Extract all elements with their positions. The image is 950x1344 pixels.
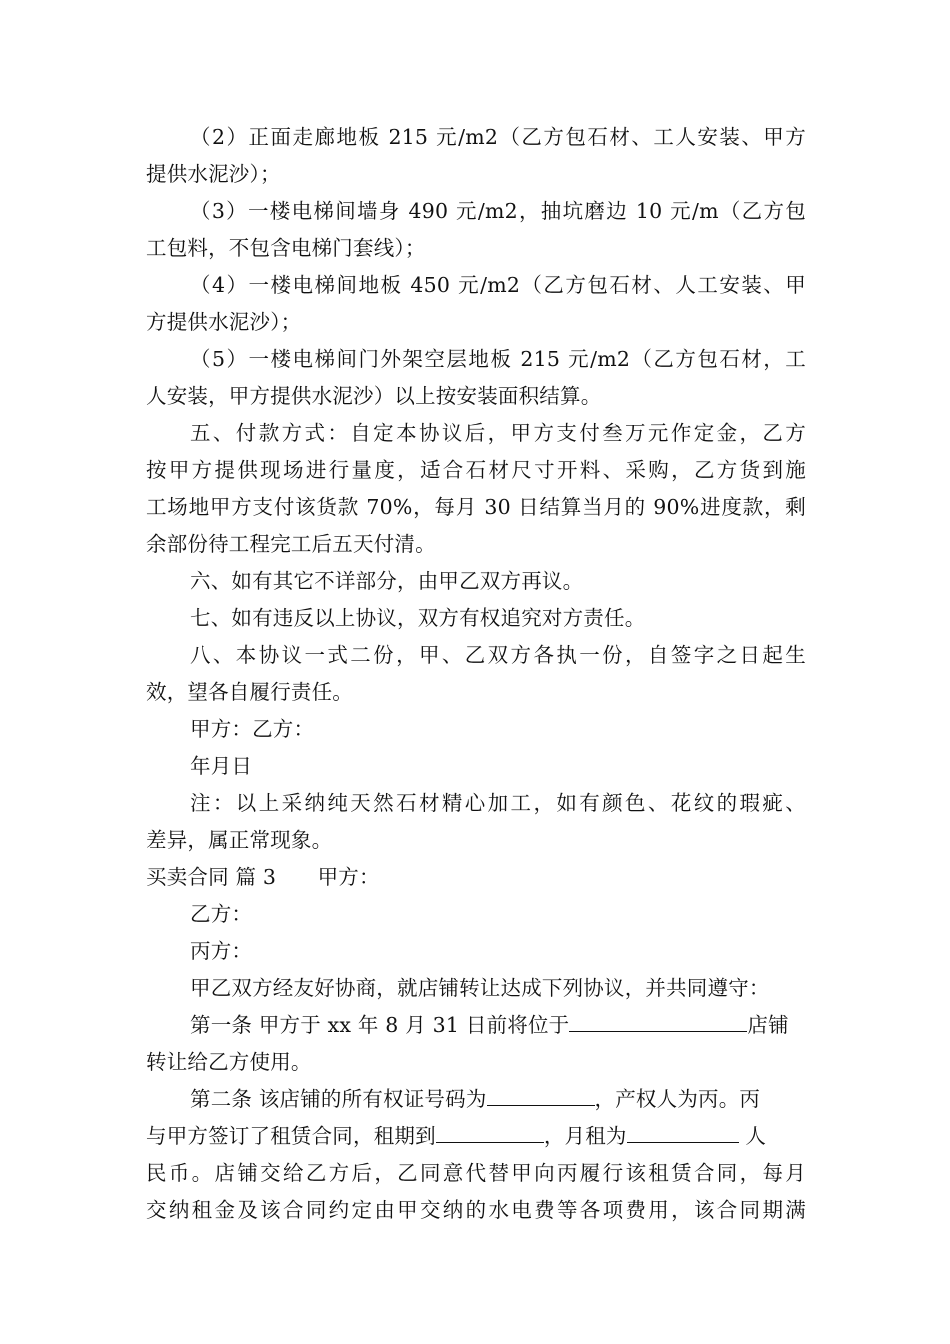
rent-currency-text: 人 [738, 1124, 767, 1148]
item-5-line-2: 人安装，甲方提供水泥沙）以上按安装面积结算。 [146, 384, 602, 408]
agreement-intro: 甲乙双方经友好协商，就店铺转让达成下列协议，并共同遵守： [190, 976, 770, 1000]
item-3-line-2: 工包料，不包含电梯门套线）； [146, 236, 426, 260]
contract-3-heading: 买卖合同 篇 3 甲方： [146, 865, 380, 889]
signature-parties: 甲方：乙方： [190, 717, 315, 741]
clause-seven: 七、如有违反以上协议，双方有权追究对方责任。 [190, 606, 646, 630]
clause-two-line-4: 交纳租金及该合同约定由甲交纳的水电费等各项费用，该合同期满 [146, 1198, 806, 1222]
payment-line-4: 余部份待工程完工后五天付清。 [146, 532, 436, 556]
clause-one-text: 第一条 甲方于 xx 年 8 月 31 日前将位于 [190, 1013, 570, 1037]
clause-eight-line-2: 效，望各自履行责任。 [146, 680, 353, 704]
note-line-2: 差异，属正常现象。 [146, 828, 333, 852]
item-2-line-2: 提供水泥沙）； [146, 162, 281, 186]
clause-two-line-1 [190, 1084, 806, 1114]
lease-term-blank [436, 1141, 544, 1143]
item-4-line-1: （4）一楼电梯间地板 450 元/m2（乙方包石材、人工安装、甲 [190, 273, 806, 297]
signature-date: 年月日 [190, 754, 253, 778]
rent-text: ，月租为 [543, 1124, 627, 1148]
note-line-1: 注：以上采纳纯天然石材精心加工，如有颜色、花纹的瑕疵、 [190, 791, 806, 815]
clause-two-line-2 [146, 1121, 806, 1151]
clause-one-text-after: 店铺 [747, 1013, 789, 1037]
item-3-line-1: （3）一楼电梯间墙身 490 元/m2，抽坑磨边 10 元/m（乙方包 [190, 199, 806, 223]
clause-one-line-2: 转让给乙方使用。 [146, 1050, 312, 1074]
item-2-line-1: （2）正面走廊地板 215 元/m2（乙方包石材、工人安装、甲方 [190, 125, 806, 149]
clause-one-line-1 [190, 1010, 806, 1040]
shop-location-blank [569, 1030, 747, 1032]
payment-line-3: 工场地甲方支付该货款 70%，每月 30 日结算当月的 90%进度款，剩 [146, 495, 806, 519]
party-c: 丙方： [190, 939, 253, 963]
party-b: 乙方： [190, 902, 253, 926]
lease-text: 与甲方签订了租赁合同，租期到 [146, 1124, 436, 1148]
item-5-line-1: （5）一楼电梯间门外架空层地板 215 元/m2（乙方包石材，工 [190, 347, 806, 371]
payment-line-2: 按甲方提供现场进行量度，适合石材尺寸开料、采购，乙方货到施 [146, 458, 806, 482]
clause-two-text-after: ，产权人为丙。丙 [594, 1087, 761, 1111]
monthly-rent-blank [627, 1141, 739, 1143]
clause-two-line-3: 民币。店铺交给乙方后，乙同意代替甲向丙履行该租赁合同，每月 [146, 1161, 806, 1185]
clause-two-text: 第二条 该店铺的所有权证号码为 [190, 1087, 487, 1111]
item-4-line-2: 方提供水泥沙）； [146, 310, 302, 334]
payment-line-1: 五、付款方式：自定本协议后，甲方支付叁万元作定金，乙方 [190, 421, 806, 445]
certificate-number-blank [487, 1104, 595, 1106]
clause-eight-line-1: 八、本协议一式二份，甲、乙双方各执一份，自签字之日起生 [190, 643, 806, 667]
clause-six: 六、如有其它不详部分，由甲乙双方再议。 [190, 569, 584, 593]
